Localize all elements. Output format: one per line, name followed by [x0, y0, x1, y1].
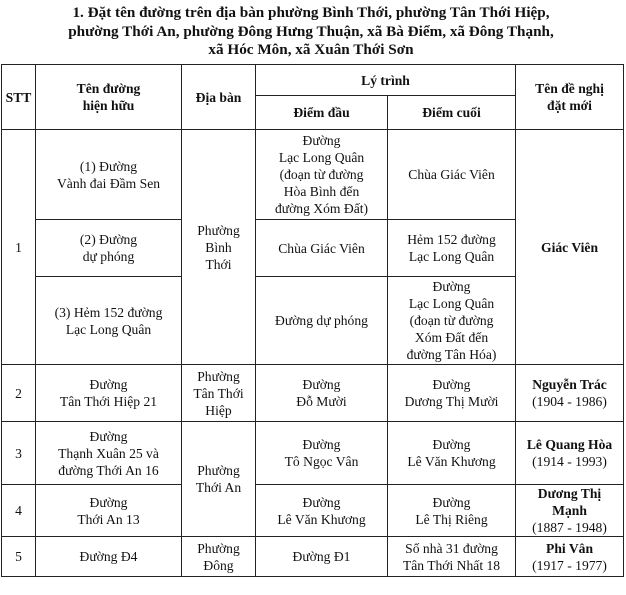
table-row — [2, 537, 624, 577]
heading-line: 1. Đặt tên đường trên địa bàn phường Bình Thới, phường Tân Thới Hiệp, — [72, 4, 550, 21]
header-area: Địa bàn — [182, 65, 256, 130]
start-point-cell: Đường Lạc Long Quân (đoạn từ đường Hòa Bình đến đường Xóm Đất) — [256, 130, 388, 220]
header-current-name: Tên đường hiện hữu — [36, 65, 182, 130]
current-name-cell: Đường Thạnh Xuân 25 và đường Thới An 16 — [36, 422, 182, 485]
current-name-cell: Đường Đ4 — [36, 537, 182, 577]
proposed-name-cell: Giác Viên — [516, 130, 624, 365]
heading-line: xã Hóc Môn, xã Xuân Thới Sơn — [208, 41, 414, 58]
end-point-cell: Đường Dương Thị Mười — [388, 365, 516, 422]
lifespan-years: (1914 - 1993) — [532, 454, 607, 469]
stt-cell: 3 — [2, 422, 36, 485]
proposed-name: Phi Vân — [546, 540, 593, 556]
lifespan-years: (1917 - 1977) — [532, 557, 607, 573]
proposed-name-cell — [516, 365, 624, 422]
table-row — [2, 365, 624, 422]
end-point-cell: Hẻm 152 đường Lạc Long Quân — [388, 220, 516, 277]
header-stt: STT — [2, 65, 36, 130]
section-heading — [6, 4, 616, 60]
area-cell: Phường Bình Thới — [182, 130, 256, 365]
start-point-cell: Đường Lê Văn Khương — [256, 485, 388, 537]
proposed-name: Dương Thị Mạnh — [537, 486, 602, 518]
start-point-cell: Chùa Giác Viên — [256, 220, 388, 277]
heading-line: phường Thới An, phường Đông Hưng Thuận, xã Bà Điểm, xã Đông Thạnh, — [68, 22, 554, 40]
area-cell: Phường Thới An — [182, 422, 256, 537]
stt-cell: 1 — [2, 130, 36, 365]
proposed-name-cell — [516, 537, 624, 577]
current-name-cell: (3) Hẻm 152 đường Lạc Long Quân — [36, 277, 182, 365]
start-point-cell: Đường Đỗ Mười — [256, 365, 388, 422]
proposed-name-cell — [516, 422, 624, 485]
stt-cell: 5 — [2, 537, 36, 577]
start-point-cell: Đường Đ1 — [256, 537, 388, 577]
header-route: Lý trình — [256, 65, 516, 96]
end-point-cell: Đường Lê Văn Khương — [388, 422, 516, 485]
start-point-cell: Đường Tô Ngọc Vân — [256, 422, 388, 485]
lifespan-years: (1887 - 1948) — [532, 520, 607, 535]
current-name-cell: Đường Thới An 13 — [36, 485, 182, 537]
area-cell: Phường Đông — [182, 537, 256, 577]
table-row — [2, 422, 624, 485]
end-point-cell: Đường Lê Thị Riêng — [388, 485, 516, 537]
current-name-cell: Đường Tân Thới Hiệp 21 — [36, 365, 182, 422]
header-start-point: Điểm đầu — [256, 96, 388, 130]
proposed-name: Nguyễn Trác — [532, 377, 607, 392]
proposed-name: Lê Quang Hòa — [526, 437, 613, 452]
current-name-cell: (1) Đường Vành đai Đầm Sen — [36, 130, 182, 220]
end-point-cell: Đường Lạc Long Quân (đoạn từ đường Xóm Đất đến đường Tân Hóa) — [388, 277, 516, 365]
lifespan-years: (1904 - 1986) — [532, 394, 607, 409]
area-cell: Phường Tân Thới Hiệp — [182, 365, 256, 422]
current-name-cell: (2) Đường dự phóng — [36, 220, 182, 277]
stt-cell: 2 — [2, 365, 36, 422]
header-proposed-name: Tên đề nghị đặt mới — [516, 65, 624, 130]
street-naming-table — [1, 64, 624, 577]
table-row — [2, 485, 624, 537]
end-point-cell: Số nhà 31 đường Tân Thới Nhất 18 — [388, 537, 516, 577]
header-end-point: Điểm cuối — [388, 96, 516, 130]
stt-cell: 4 — [2, 485, 36, 537]
start-point-cell: Đường dự phóng — [256, 277, 388, 365]
proposed-name-cell — [516, 485, 624, 537]
end-point-cell: Chùa Giác Viên — [388, 130, 516, 220]
table-row — [2, 130, 624, 220]
